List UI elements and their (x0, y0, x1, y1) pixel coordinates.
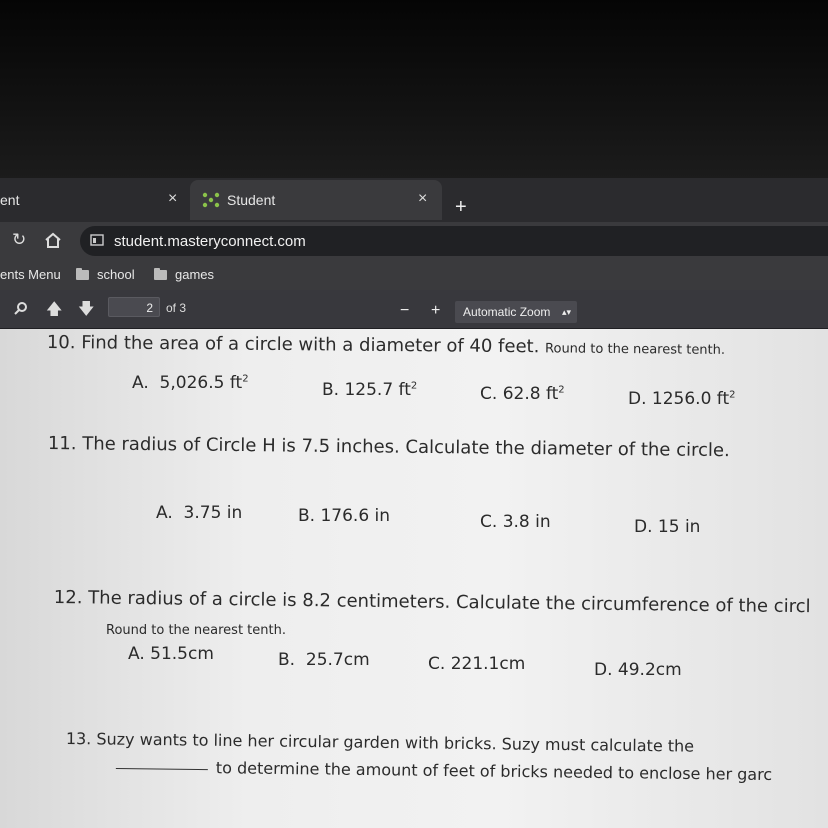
close-icon[interactable]: × (418, 190, 428, 207)
question-number: 12. (53, 587, 83, 609)
folder-icon (76, 270, 89, 280)
zoom-select[interactable] (455, 301, 577, 323)
question-11 (48, 433, 730, 461)
answer-choice: D. 49.2cm (594, 660, 682, 680)
fill-in-blank (116, 768, 208, 770)
page-number-input[interactable]: 2 (108, 297, 160, 317)
answer-choice: A. 51.5cm (128, 644, 214, 664)
answer-choice: A. 5,026.5 $ft^2$ (132, 373, 249, 393)
answer-choice: B. 176.6 in (298, 506, 391, 526)
answer-choice: C. 62.8 $ft^2$ (480, 384, 565, 404)
tab-label: ent (0, 192, 20, 208)
answer-choice: D. 1256.0 $ft^2$ (628, 389, 736, 409)
zoom-in-button[interactable]: + (431, 302, 441, 319)
answer-choice: A. 3.75 in (156, 503, 243, 523)
bookmarks-bar (0, 260, 828, 290)
question-13-continued (116, 757, 773, 784)
answer-choice: C. 3.8 in (480, 512, 551, 532)
bookmark-apps-menu[interactable]: ents Menu (0, 267, 61, 282)
pdf-toolbar (0, 290, 828, 329)
question-number: 11. (47, 433, 77, 455)
pdf-page (0, 329, 828, 828)
tab-previous[interactable] (0, 180, 190, 220)
previous-page-icon[interactable]: 🡅 (46, 301, 63, 318)
question-hint: Round to the nearest tenth. (545, 341, 726, 358)
question-number: 10. (46, 332, 76, 354)
browser-toolbar (0, 222, 828, 260)
question-text: Suzy wants to line her circular garden with bricks. Suzy must calculate the (96, 729, 695, 756)
question-hint: Round to the nearest tenth. (106, 623, 286, 638)
zoom-out-button[interactable]: − (400, 302, 410, 319)
question-12 (54, 587, 811, 617)
answer-choice: B. 125.7 $ft^2$ (322, 380, 418, 400)
tab-student[interactable] (190, 180, 442, 220)
folder-icon (154, 270, 167, 280)
question-text: Find the area of a circle with a diameter of 40 feet. (81, 332, 540, 358)
chevron-updown-icon: ▴▾ (561, 307, 571, 317)
search-icon[interactable] (14, 301, 28, 315)
page-count: of 3 (166, 301, 187, 315)
masteryconnect-logo-icon (202, 192, 220, 208)
close-icon[interactable]: × (168, 190, 178, 207)
question-13 (66, 729, 694, 756)
bookmark-folder-games[interactable] (154, 267, 214, 282)
address-bar[interactable] (80, 226, 828, 256)
next-page-icon[interactable]: 🡇 (78, 301, 95, 318)
home-icon[interactable] (44, 232, 62, 248)
browser-window (0, 178, 828, 828)
reload-icon[interactable]: ↻ (12, 230, 27, 249)
url-text: student.masteryconnect.com (114, 233, 306, 250)
question-number: 13. (65, 729, 92, 749)
answer-choice: D. 15 in (634, 517, 701, 537)
answer-choice: B. 25.7cm (278, 650, 370, 670)
tab-label: Student (227, 192, 276, 208)
zoom-level: Automatic Zoom (463, 305, 551, 319)
monitor-bezel (0, 0, 828, 180)
question-text: to determine the amount of feet of bricks needed to enclose her garc (215, 758, 773, 785)
answer-choice: C. 221.1cm (428, 654, 526, 674)
question-text: The radius of Circle H is 7.5 inches. Calculate the diameter of the circle. (82, 433, 730, 462)
bookmark-folder-school[interactable] (76, 267, 135, 282)
new-tab-button[interactable]: + (455, 196, 467, 218)
bookmark-label: school (97, 267, 135, 282)
bookmark-label: games (175, 267, 215, 282)
tab-strip (0, 178, 828, 222)
site-info-icon[interactable] (90, 233, 104, 247)
question-text: The radius of a circle is 8.2 centimeters. Calculate the circumference of the circl (88, 587, 811, 618)
question-10 (47, 332, 725, 359)
